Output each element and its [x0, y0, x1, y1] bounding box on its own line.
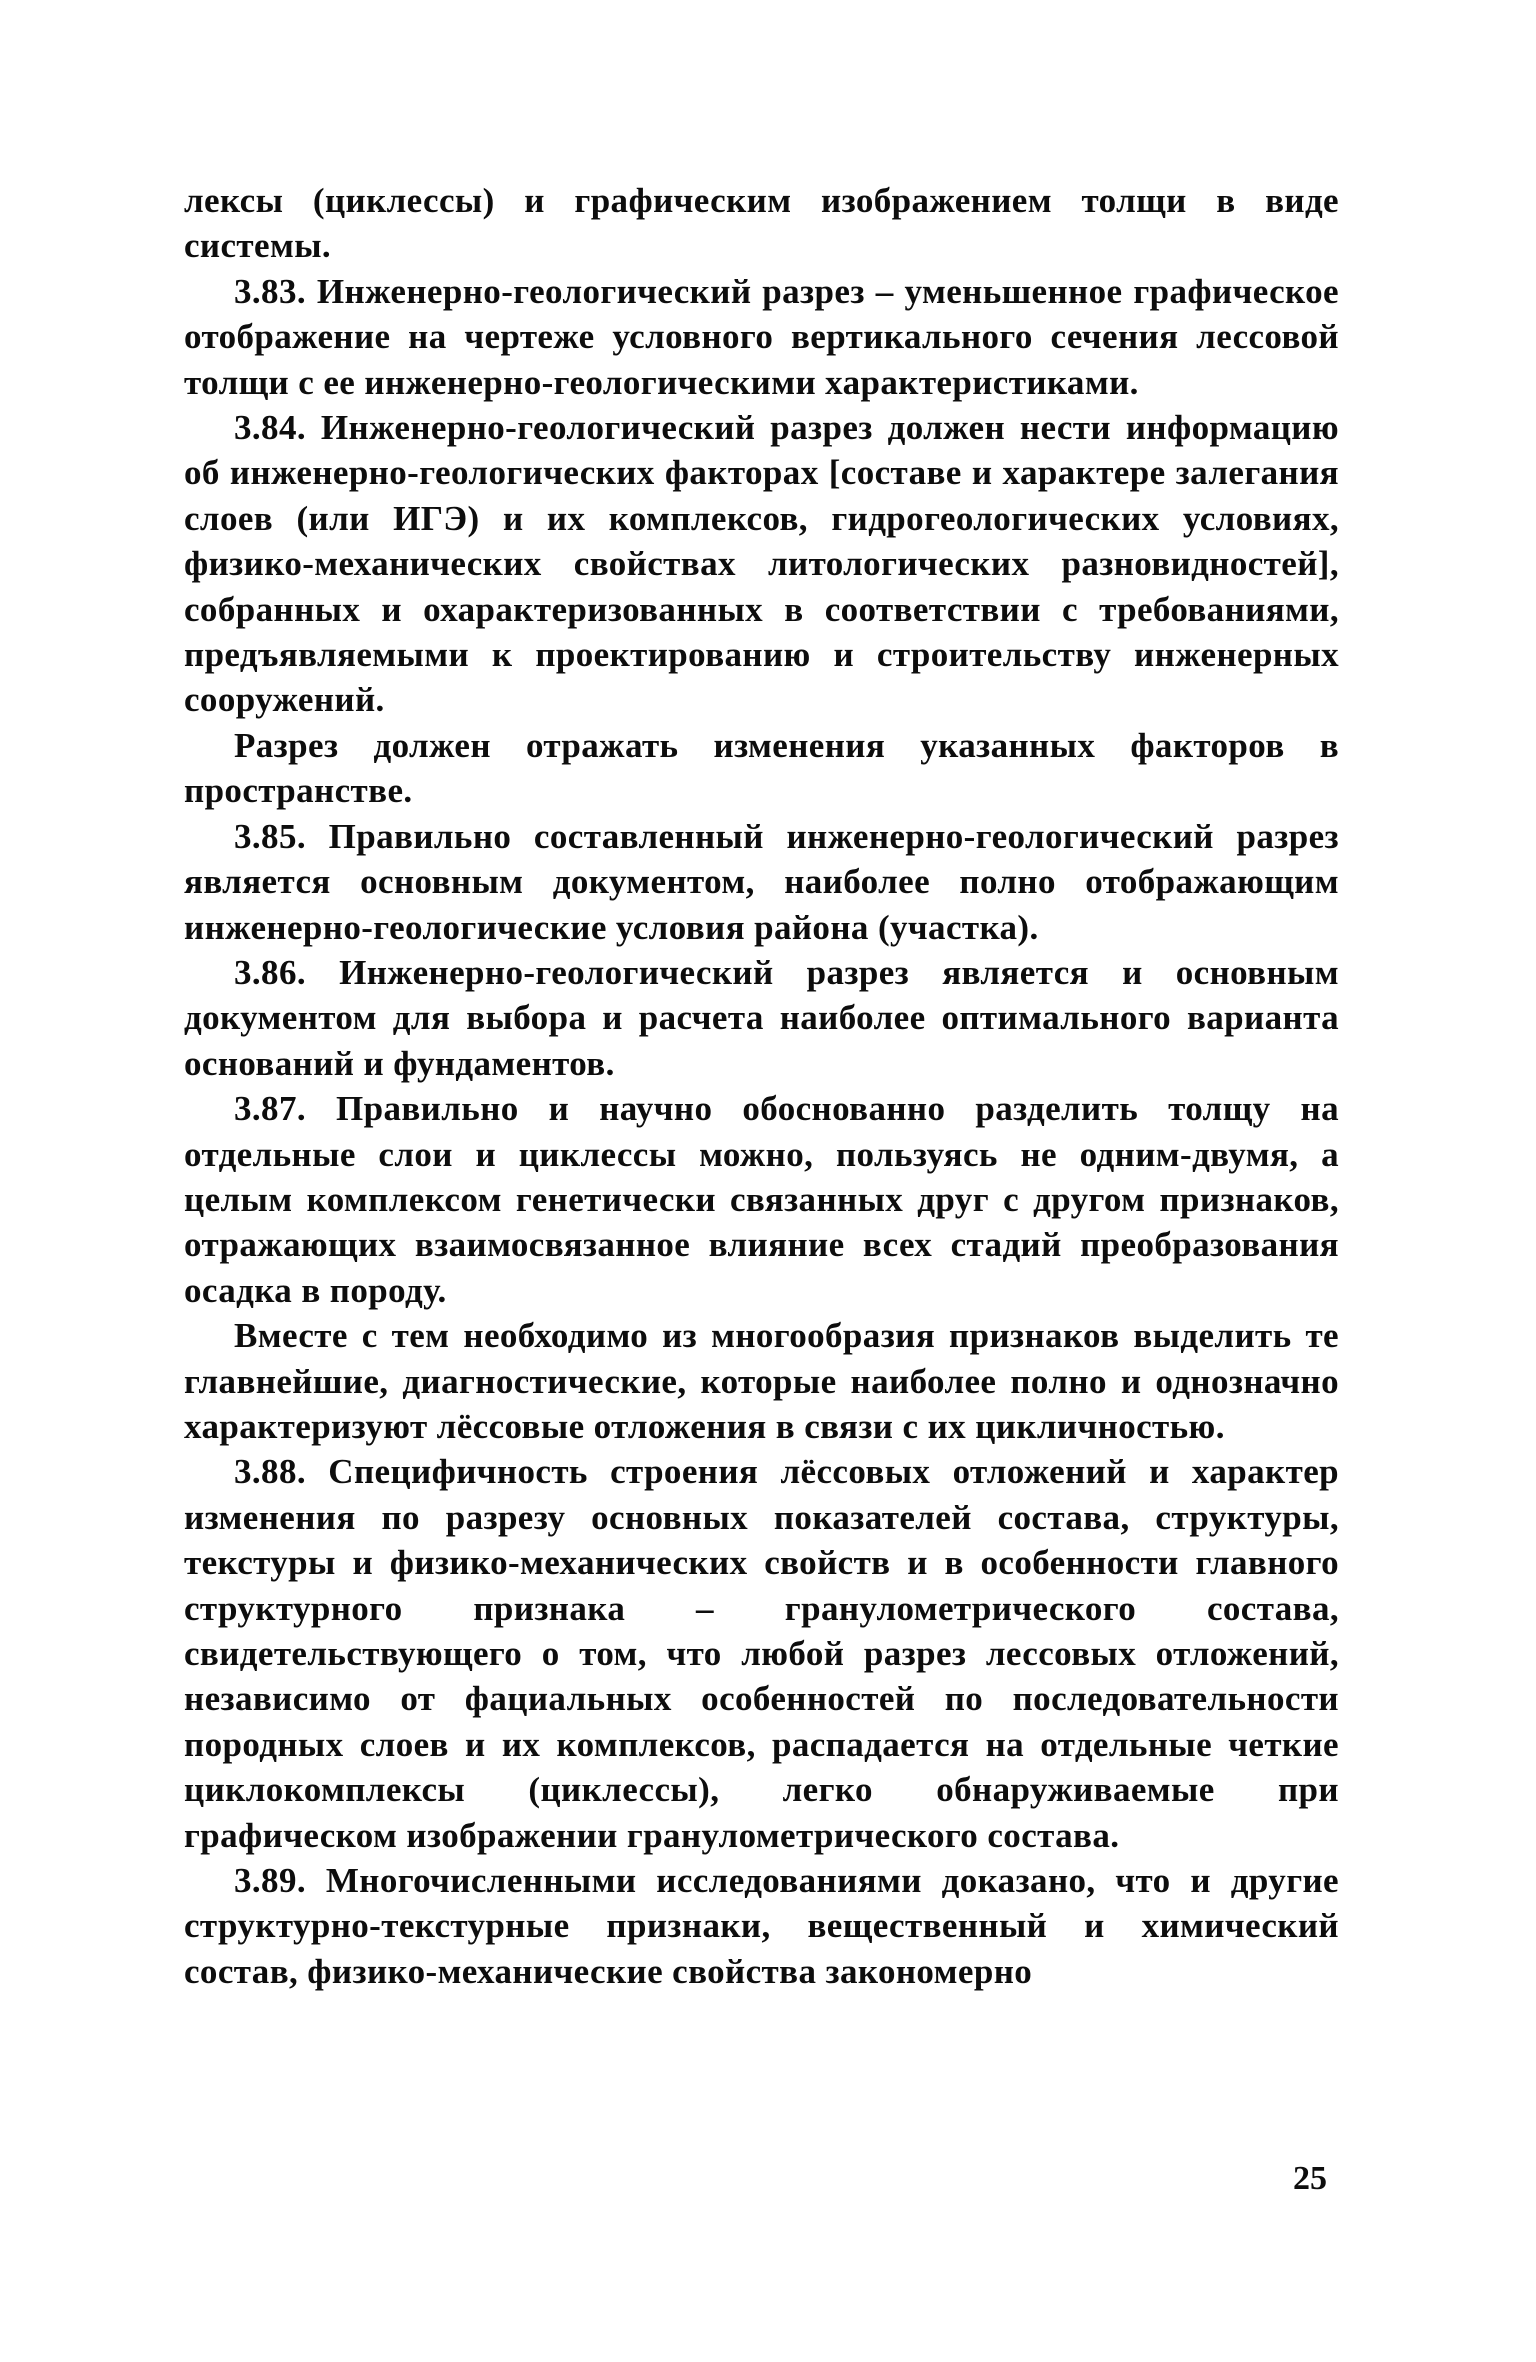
paragraph-3-87: 3.87. Правильно и научно обоснованно разделить толщу на отдельные слои и циклессы можно, пользуясь не одним-двумя, а целым комплексом генетически связанных друг с другом признаков, отражающих взаимосвязанное влияние всех стадий преобразования осадка в породу.: [184, 1089, 1339, 1310]
body-text: [184, 178, 1339, 1994]
paragraph-3-86: 3.86. Инженерно-геологический разрез является и основным документом для выбора и расчета наиболее оптимального варианта оснований и фундаментов.: [184, 952, 1339, 1083]
paragraph-3-88: 3.88. Специфичность строения лёссовых отложений и характер изменения по разрезу основных показателей состава, структуры, текстуры и физико-механических свойств и в особенности главного структурного признака – гранулометрического состава, свидетельствующего о том, что любой разрез лессовых отложений, независимо от фациальных особенностей по последовательности породных слоев и их комплексов, распадается на отдельные четкие циклокомплексы (циклессы), легко обнаруживаемые при графическом изображении гранулометрического состава.: [184, 1452, 1339, 1855]
paragraph-3-85: 3.85. Правильно составленный инженерно-геологический разрез является основным документом, наиболее полно отображающим инженерно-геологические условия района (участка).: [184, 816, 1339, 947]
paragraph-3-89: 3.89. Многочисленными исследованиями доказано, что и другие структурно-текстурные признаки, вещественный и химический состав, физико-механические свойства закономерно: [184, 1861, 1339, 1991]
page-number: 25: [1293, 2160, 1327, 2197]
paragraph-3-84: 3.84. Инженерно-геологический разрез должен нести информацию об инженерно-геологических факторах [составе и характере залегания слоев (или ИГЭ) и их комплексов, гидрогеологических условиях, физико-механических свойствах литологических разновидностей], собранных и охарактеризованных в соответствии с требованиями, предъявляемыми к проектированию и строительству инженерных сооружений.: [184, 408, 1339, 720]
paragraph-continuation: лексы (циклессы) и графическим изображением толщи в виде системы.: [184, 181, 1339, 266]
paragraph-3-87-continued: Вместе с тем необходимо из многообразия признаков выделить те главнейшие, диагностические, которые наиболее полно и однозначно характеризуют лёссовые отложения в связи с их цикличностью.: [184, 1316, 1339, 1446]
paragraph-3-84-continued: Разрез должен отражать изменения указанных факторов в пространстве.: [184, 725, 1339, 811]
paragraph-3-83: 3.83. Инженерно-геологический разрез – уменьшенное графическое отображение на чертеже условного вертикального сечения лессовой толщи с ее инженерно-геологическими характеристиками.: [184, 271, 1339, 402]
